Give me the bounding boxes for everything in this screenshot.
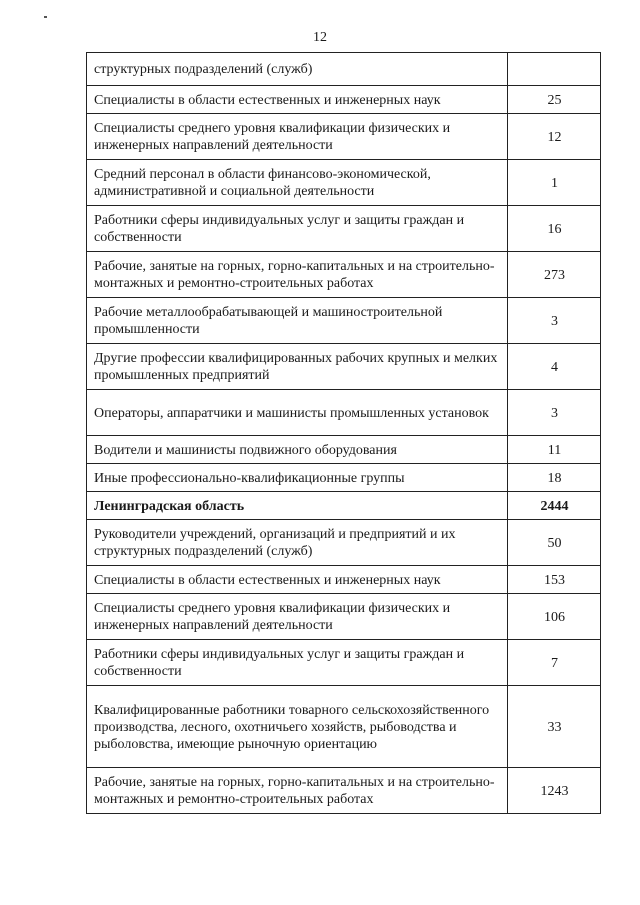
table-row: [87, 86, 601, 114]
row-label: Руководители учреждений, организаций и предприятий и их структурных подразделений (служб): [87, 520, 508, 566]
row-value: 12: [508, 114, 601, 160]
row-value: 18: [508, 464, 601, 492]
table-row: [87, 768, 601, 814]
row-label: Рабочие, занятые на горных, горно-капитальных и на строительно-монтажных и ремонтно-строительных работах: [87, 768, 508, 814]
table-row: [87, 492, 601, 520]
row-value: [508, 53, 601, 86]
row-value: 1: [508, 160, 601, 206]
row-label: Квалифицированные работники товарного сельскохозяйственного производства, лесного, охотничьего хозяйств, рыбоводства и рыболовства, имеющие рыночную ориентацию: [87, 686, 508, 768]
table-row: [87, 390, 601, 436]
row-value: 3: [508, 298, 601, 344]
row-value: 16: [508, 206, 601, 252]
row-label: структурных подразделений (служб): [87, 53, 508, 86]
table-row: [87, 464, 601, 492]
table-row: [87, 566, 601, 594]
row-value: 50: [508, 520, 601, 566]
table-row: [87, 114, 601, 160]
row-value: 273: [508, 252, 601, 298]
table-row: [87, 640, 601, 686]
table-body: [87, 53, 601, 814]
row-label: Специалисты в области естественных и инженерных наук: [87, 86, 508, 114]
row-label: Средний персонал в области финансово-экономической, административной и социальной деятельности: [87, 160, 508, 206]
row-label: Водители и машинисты подвижного оборудования: [87, 436, 508, 464]
row-label: Ленинградская область: [87, 492, 508, 520]
row-value: 1243: [508, 768, 601, 814]
scan-mark: [44, 16, 47, 18]
row-label: Другие профессии квалифицированных рабочих крупных и мелких промышленных предприятий: [87, 344, 508, 390]
table-row: [87, 160, 601, 206]
row-value: 4: [508, 344, 601, 390]
row-value: 33: [508, 686, 601, 768]
row-label: Специалисты среднего уровня квалификации физических и инженерных направлений деятельности: [87, 114, 508, 160]
row-value: 106: [508, 594, 601, 640]
row-value: 11: [508, 436, 601, 464]
row-value: 3: [508, 390, 601, 436]
row-label: Иные профессионально-квалификационные группы: [87, 464, 508, 492]
table-row: [87, 686, 601, 768]
row-label: Рабочие металлообрабатывающей и машиностроительной промышленности: [87, 298, 508, 344]
table-row: [87, 436, 601, 464]
row-value: 7: [508, 640, 601, 686]
row-label: Операторы, аппаратчики и машинисты промышленных установок: [87, 390, 508, 436]
table-row: [87, 53, 601, 86]
row-value: 153: [508, 566, 601, 594]
row-label: Специалисты среднего уровня квалификации физических и инженерных направлений деятельности: [87, 594, 508, 640]
row-label: Специалисты в области естественных и инженерных наук: [87, 566, 508, 594]
row-value: 2444: [508, 492, 601, 520]
row-label: Рабочие, занятые на горных, горно-капитальных и на строительно-монтажных и ремонтно-строительных работах: [87, 252, 508, 298]
row-label: Работники сферы индивидуальных услуг и защиты граждан и собственности: [87, 640, 508, 686]
table-row: [87, 520, 601, 566]
data-table: [86, 52, 601, 814]
table-row: [87, 298, 601, 344]
table-row: [87, 594, 601, 640]
table-row: [87, 206, 601, 252]
page-number: 12: [313, 30, 327, 45]
row-value: 25: [508, 86, 601, 114]
table-row: [87, 344, 601, 390]
table-row: [87, 252, 601, 298]
row-label: Работники сферы индивидуальных услуг и защиты граждан и собственности: [87, 206, 508, 252]
